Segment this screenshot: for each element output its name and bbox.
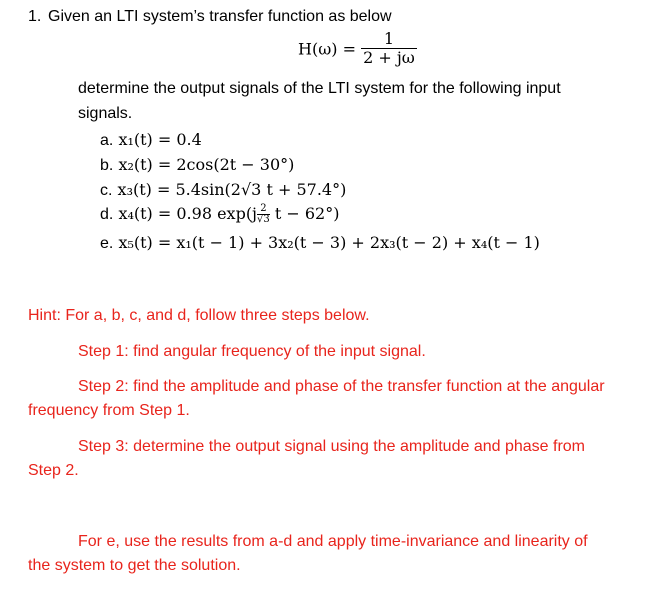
list-item: [100, 204, 339, 225]
item-expression-post: t − 62°): [269, 204, 340, 223]
list-item: [100, 233, 540, 253]
item-expression-sqrt: √3: [240, 180, 262, 199]
transfer-function-denominator: 2 + jω: [363, 48, 415, 68]
hint-step-3-line-1: Step 3: determine the output signal using the amplitude and phase from: [78, 438, 585, 455]
list-item: [100, 130, 202, 150]
item-label: d.: [100, 206, 114, 223]
transfer-function-fraction: [361, 30, 417, 68]
problem-number: 1.: [28, 8, 42, 25]
hint-step-1: Step 1: find angular frequency of the input signal.: [78, 343, 426, 360]
hint-final-line-2: the system to get the solution.: [28, 557, 241, 574]
item-small-fraction: [257, 204, 270, 225]
transfer-function: [298, 30, 417, 68]
list-item: [100, 155, 294, 175]
problem-intro: Given an LTI system’s transfer function as below: [48, 8, 392, 25]
hint-step-3-line-2: Step 2.: [28, 462, 79, 479]
item-label: b.: [100, 157, 114, 174]
item-label: e.: [100, 235, 114, 252]
task-line-1: determine the output signals of the LTI system for the following input: [78, 80, 561, 97]
transfer-function-lhs: H(ω) =: [298, 39, 356, 59]
item-expression: x₅(t) = x₁(t − 1) + 3x₂(t − 3) + 2x₃(t − 2) + x₄(t − 1): [118, 233, 540, 252]
hint-final-line-1: For e, use the results from a-d and apply time-invariance and linearity of: [78, 533, 588, 550]
item-expression-post: t + 57.4°): [261, 180, 347, 199]
item-label: a.: [100, 132, 114, 149]
item-label: c.: [100, 182, 113, 199]
item-expression-pre: x₃(t) = 5.4sin(2: [117, 180, 241, 199]
item-expression: x₂(t) = 2cos(2t − 30°): [118, 155, 295, 174]
item-expression-pre: x₄(t) = 0.98 exp(j: [118, 204, 258, 223]
transfer-function-numerator: 1: [383, 29, 395, 48]
item-expression: x₁(t) = 0.4: [118, 130, 202, 149]
list-item: [100, 180, 346, 200]
hint-step-2-line-1: Step 2: find the amplitude and phase of the transfer function at the angular: [78, 378, 605, 395]
task-line-2: signals.: [78, 105, 133, 122]
hint-step-2-line-2: frequency from Step 1.: [28, 402, 190, 419]
hint-title: Hint: For a, b, c, and d, follow three steps below.: [28, 307, 370, 324]
item-fraction-denominator: √3: [257, 214, 270, 225]
item-fraction-numerator: 2: [260, 203, 267, 214]
